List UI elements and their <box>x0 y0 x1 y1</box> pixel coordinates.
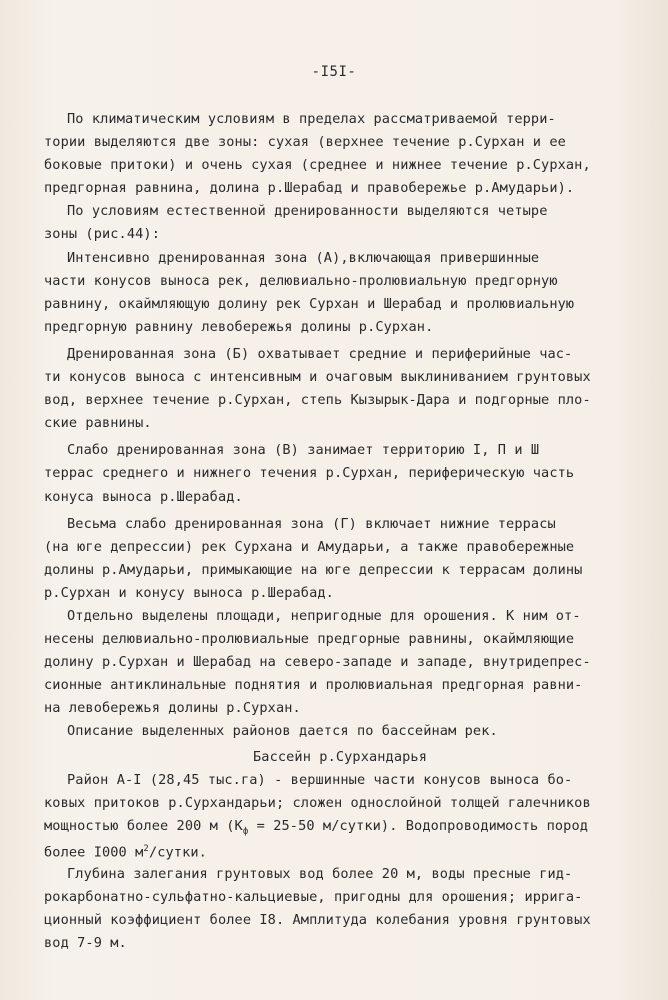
text-line: несены делювиально-пролювиальные предгорные равнины, окаймляющие <box>44 631 575 648</box>
text-line: ти конусов выноса с интенсивным и очаговым выклиниванием грунтовых <box>44 369 591 386</box>
text-line: террас среднего и нижнего течения р.Сурхан, периферическую часть <box>44 465 575 482</box>
text-line: зоны (рис.44): <box>44 226 160 243</box>
formula-line <box>44 815 636 838</box>
text-line: Описание выделенных районов дается по бассейнам рек. <box>67 723 498 740</box>
text-line: долины р.Амударьи, примыкающие на юге депрессии к террасам долины <box>44 561 583 578</box>
text-line: р.Сурхан и конусу выноса р.Шерабад. <box>44 584 334 601</box>
text-line: Отдельно выделены площади, непригодные для орошения. К ним от- <box>67 607 581 624</box>
text-line: Весьма слабо дренированная зона (Г) включает нижние террасы <box>67 515 556 532</box>
text-line: сионные антиклинальные поднятия и пролювиальная предгорная равни- <box>44 677 583 694</box>
text-line: вод 7-9 м. <box>44 935 127 952</box>
text-line: Район А-I (28,45 тыс.га) - вершинные части конусов выноса бо- <box>67 771 573 788</box>
page-number: -I5I- <box>311 64 357 80</box>
superscript: 2 <box>143 843 149 854</box>
text-run: = 25-50 м/сутки). Водопроводимость пород <box>248 817 589 834</box>
text-line: Интенсивно дренированная зона (А),включающая привершинные <box>67 249 540 266</box>
formula-line <box>44 838 636 861</box>
text-line: По условиям естественной дренированности выделяются четыре <box>67 203 548 220</box>
text-line: равнину, окаймляющую долину рек Сурхан и Шерабад и пролювиальную <box>44 295 575 312</box>
text-line: предгорную равнину левобережья долины р.Сурхан. <box>44 318 434 335</box>
text-line: долину р.Сурхан и Шерабад на северо-западе и западе, внутридепрес- <box>44 654 591 671</box>
section-heading: Бассейн р.Сурхандарья <box>253 748 427 765</box>
text-line: (на юге депрессии) рек Сурхана и Амударьи, а также правобережные <box>44 538 575 555</box>
text-line: Дренированная зона (Б) охватывает средние и периферийные час- <box>67 345 573 362</box>
text-line: По климатическим условиям в пределах рассматриваемой терри- <box>67 111 556 127</box>
text-run: /сутки. <box>148 844 207 861</box>
text-line: ционный коэффициент более I8. Амплитуда колебания уровня грунтовых <box>44 912 591 929</box>
text-line: ковых притоков р.Сурхандарьи; сложен однослойной толщей галечников <box>44 794 591 811</box>
text-line: вод, верхнее течение р.Сурхан, степь Кызырык-Дара и подгорные пло- <box>44 392 591 409</box>
text-line: предгорная равнина, долина р.Шерабад и правобережье р.Амударьи). <box>44 180 575 197</box>
text-line: Глубина залегания грунтовых вод более 20 м, воды пресные гид- <box>67 866 573 882</box>
text-line: конуса выноса р.Шерабад. <box>44 488 243 505</box>
subscript: ф <box>242 826 249 837</box>
text-line: тории выделяются две зоны: сухая (верхнее течение р.Сурхан и ее <box>44 134 566 151</box>
document-body <box>44 108 636 955</box>
text-run: мощностью более 200 м (К <box>44 817 243 834</box>
text-line: боковые притоки) и очень сухая (среднее и нижнее течение р.Сурхан, <box>44 157 591 174</box>
text-line: рокарбонатно-сульфатно-кальциевые, пригодны для орошения; ирригa- <box>44 889 583 906</box>
text-line: ские равнины. <box>44 415 152 432</box>
text-line: части конусов выноса рек, делювиально-пролювиальную предгорную <box>44 272 558 289</box>
text-line: Слабо дренированная зона (В) занимает территорию I, П и Ш <box>67 442 540 459</box>
text-run: более I000 м <box>44 844 144 861</box>
text-line: на левобережья долины р.Сурхан. <box>44 700 301 717</box>
